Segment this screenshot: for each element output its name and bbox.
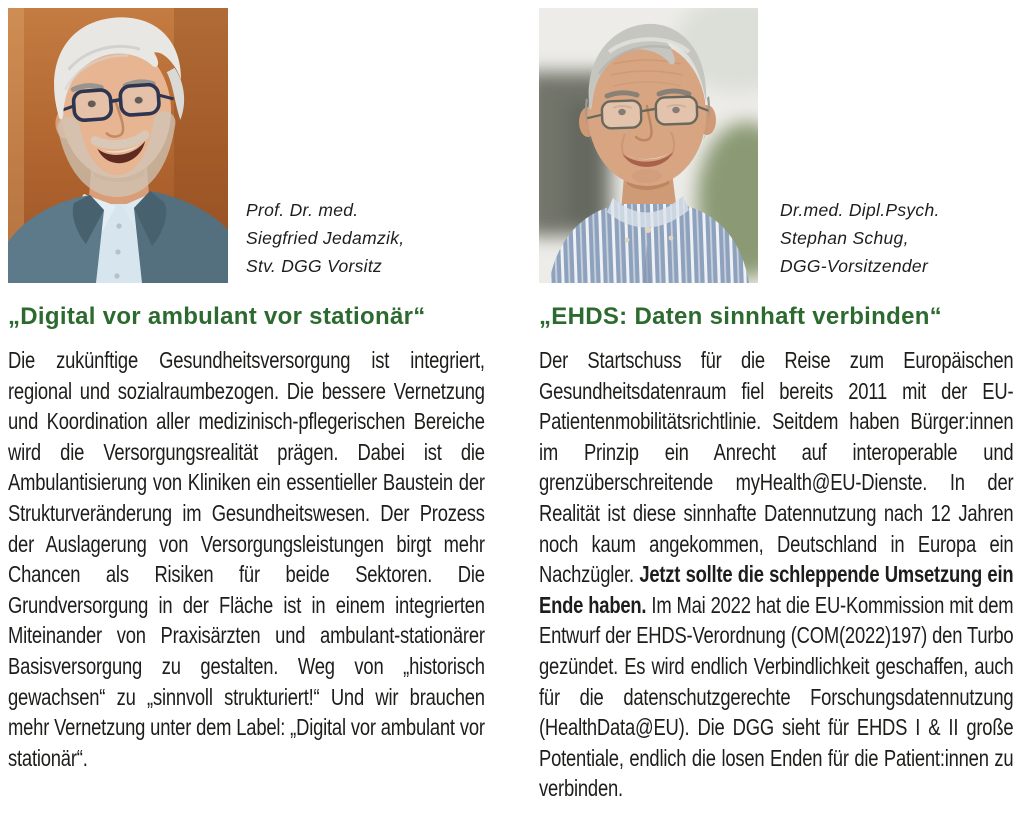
body-text-left: Die zukünftige Gesundheitsversorgung ist integriert, regional und sozialraumbezogen. Die bessere Vernetzung und Koordination aller medizinisch-pflegerischen Bereiche wird die Versorgungsrealität prägen. Dabei ist die Ambulantisierung von Kliniken ein essentieller Baustein der Strukturveränderung im Gesundheitswesen. Der Prozess der Auslagerung von Versorgungsleistungen birgt mehr Chancen als Risiken für beide Sektoren. Die Grundversorgung in der Fläche ist in einem integrierten Miteinander von Praxisärzten und ambulant-stationärer Basisversorgung zu gestalten. Weg von „historisch gewachsen“ zu „sinnvoll strukturiert!“ Und wir brauchen mehr Vernetzung unter dem Label: „Digital vor ambulant vor stationär“. [8,347,485,771]
headline-ehds-daten: „EHDS: Daten sinnhaft verbinden“ [539,303,942,330]
body-text-right-part2: Im Mai 2022 hat die EU-Kommission mit dem Entwurf der EHDS-Verordnung (COM(2022)197) den Turbo gezündet. Es wird endlich Verbindlichkeit geschaffen, auch für die datenschutzgerechte Forschungsdatennutzung (HealthData@EU). Die DGG sieht für EHDS I & II große Potentiale, endlich die losen Enden für die Patient:innen zu verbinden. [539,591,1014,802]
caption-line: Prof. Dr. med. [246,200,359,220]
portrait-jedamzik-illustration [8,8,228,283]
caption-schug [780,196,940,280]
body-text-right-bold: Jetzt sollte die schleppende Umsetzung ein Ende haben. [539,561,1014,618]
caption-line: Siegfried Jedamzik, [246,228,405,248]
body-text-right-part1: Der Startschuss für die Reise zum Europäischen Gesundheitsdatenraum fiel bereits 2011 mit der EU-Patientenmobilitätsrichtlinie. Seitdem haben Bürger:innen im Prinzip ein Anrecht auf interoperable und grenzüberschreitende myHealth@EU-Dienste. In der Realität ist diese sinnhafte Datennutzung nach 12 Jahren noch kaum angekommen, Deutschland in Europa ein Nachzügler. [539,347,1014,588]
caption-line: Dr.med. Dipl.Psych. [780,200,940,220]
portrait-photo-jedamzik [8,8,228,283]
caption-line: DGG-Vorsitzender [780,256,929,276]
caption-line: Stephan Schug, [780,228,909,248]
caption-line: Stv. DGG Vorsitz [246,256,383,276]
portrait-photo-schug [539,8,758,283]
portrait-schug-illustration [539,8,758,283]
body-text-right [539,345,1013,804]
caption-jedamzik [246,196,404,280]
headline-digital-vor-ambulant: „Digital vor ambulant vor stationär“ [8,303,426,330]
